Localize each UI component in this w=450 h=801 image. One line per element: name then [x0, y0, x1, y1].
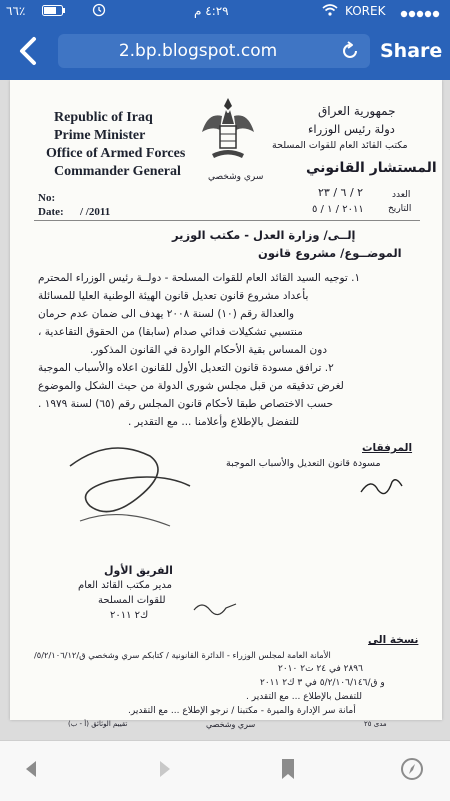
battery-icon	[42, 5, 66, 19]
recipient-line: إلــى/ وزارة العدل - مكتب الوزير	[172, 228, 356, 242]
bookmark-icon	[276, 757, 300, 781]
reload-icon	[340, 41, 360, 61]
scanned-document	[10, 80, 442, 729]
header-ar-line: جمهورية العراق	[318, 104, 396, 118]
compass-button[interactable]	[400, 757, 424, 781]
emblem-label: سري وشخصي	[208, 172, 264, 182]
status-time: ٤:٢٩ م	[194, 4, 229, 18]
forward-arrow-icon	[152, 757, 176, 781]
signer-line: ك٢ ٢٠١١	[110, 610, 149, 621]
body-line: منتسبي تشكيلات فدائي صدام (سابقا) من الحقوق التقاعدية ،	[38, 326, 303, 338]
signer-line: للقوات المسلحة	[98, 595, 166, 606]
body-line: حسب الاختصاص طبقا لأحكام قانون المجلس رقم (٦٥) لسنة ١٩٧٩ .	[38, 398, 334, 410]
navigation-bar	[0, 22, 450, 80]
footer-center: سري وشخصي	[206, 720, 256, 729]
eagle-emblem-icon	[198, 94, 258, 170]
carrier-name: KOREK	[345, 4, 386, 18]
compass-icon	[400, 757, 424, 781]
copy-line: و ق/٥/٢/١٠٦/١٤٦ في ٣ ك٢ ٢٠١١	[260, 678, 385, 688]
subject-line: الموضــوع/ مشروع قانون	[258, 246, 402, 260]
reload-button[interactable]	[340, 41, 360, 61]
attachments-item: مسودة قانون التعديل والأسباب الموجبة	[226, 458, 381, 469]
wifi-icon	[322, 3, 338, 19]
iraq-emblem	[198, 94, 258, 170]
alarm-icon	[92, 3, 106, 20]
address-bar[interactable]	[58, 34, 370, 68]
signal-icon	[400, 7, 440, 21]
body-line: للتفضل بالإطلاع وأعلامنا ... مع التقدير .	[128, 416, 300, 428]
ar-number-label: العدد	[392, 190, 411, 200]
header-en-line: Commander General	[54, 164, 181, 179]
header-ar-line: مكتب القائد العام للقوات المسلحة	[272, 140, 408, 151]
footer-right: مدى ٢٥	[364, 720, 387, 728]
back-arrow-icon	[20, 757, 44, 781]
body-line: ٢. ترافق مسودة قانون التعديل الأول للقانون اعلاه والأسباب الموجبة	[38, 362, 334, 374]
battery-level: ٦٦٪	[6, 4, 26, 18]
secretary-line: أمانة سر الإدارة والميرة - مكتبنا / نرجو الإطلاع ... مع التقدير.	[128, 706, 356, 716]
number-label: No:	[38, 192, 56, 204]
header-en-line: Republic of Iraq	[54, 110, 153, 125]
web-content[interactable]	[0, 80, 450, 740]
status-bar	[0, 0, 450, 22]
header-en-line: Prime Minister	[54, 128, 146, 143]
ar-date-value: ٢٠١١ / ١ / ٥	[312, 204, 364, 215]
signer-line: مدير مكتب القائد العام	[78, 580, 173, 591]
body-line: بأعداد مشروع قانون تعديل قانون الهيئة الوطنية العليا للمسائلة	[38, 290, 309, 302]
chevron-left-icon	[14, 34, 44, 68]
ar-date-label: التاريخ	[388, 204, 412, 214]
body-line: ١. توجيه السيد القائد العام للقوات المسلحة - دولــة رئيس الوزراء المحترم	[38, 272, 361, 284]
footer-left: تقييم الوثائق (أ - ب)	[68, 720, 128, 728]
handwritten-note	[190, 598, 240, 618]
bottom-toolbar	[0, 740, 450, 801]
date-value: / /2011	[80, 206, 111, 218]
header-en-line: Office of Armed Forces	[46, 146, 186, 161]
copy-line: الأمانة العامة لمجلس الوزراء - الدائرة القانونية / كتابكم سري وشخصي ق/٥/٢/١٠٦/١٢/	[34, 650, 331, 660]
copy-line: ٢٨٩٦ في ٢٤ ت٢ ٢٠١٠	[278, 664, 363, 674]
date-label: Date:	[38, 206, 64, 218]
header-ar-line: المستشار القانوني	[306, 160, 437, 176]
url-text: 2.bp.blogspot.com	[118, 41, 278, 61]
initials-mark	[356, 472, 406, 502]
copy-line: للتفضل بالإطلاع ... مع التقدير .	[246, 692, 362, 702]
browser-forward-button[interactable]	[152, 757, 176, 781]
attachments-title: المرفقات	[362, 442, 413, 454]
body-line: دون المساس بقية الأحكام الواردة في القانون المذكور.	[90, 344, 328, 356]
bookmark-button[interactable]	[276, 757, 300, 781]
ar-number-value: ٢ / ٦ / ٢٣	[318, 186, 364, 199]
body-line: والعدالة رقم (١٠) لسنة ٢٠٠٨ يهدف الى ضمان عدم حرمان	[38, 308, 295, 320]
signer-line: الفريق الأول	[104, 564, 173, 577]
share-button[interactable]: Share	[380, 40, 443, 62]
back-button[interactable]	[14, 34, 44, 68]
header-ar-line: دولة رئيس الوزراء	[308, 122, 395, 136]
signature-image	[50, 426, 200, 546]
body-line: لغرض تدقيقه من قبل مجلس شورى الدولة من حيث الشكل والموضوع	[38, 380, 344, 392]
browser-back-button[interactable]	[20, 757, 44, 781]
copy-title: نسخة الى	[368, 634, 419, 646]
header-divider	[34, 220, 420, 221]
